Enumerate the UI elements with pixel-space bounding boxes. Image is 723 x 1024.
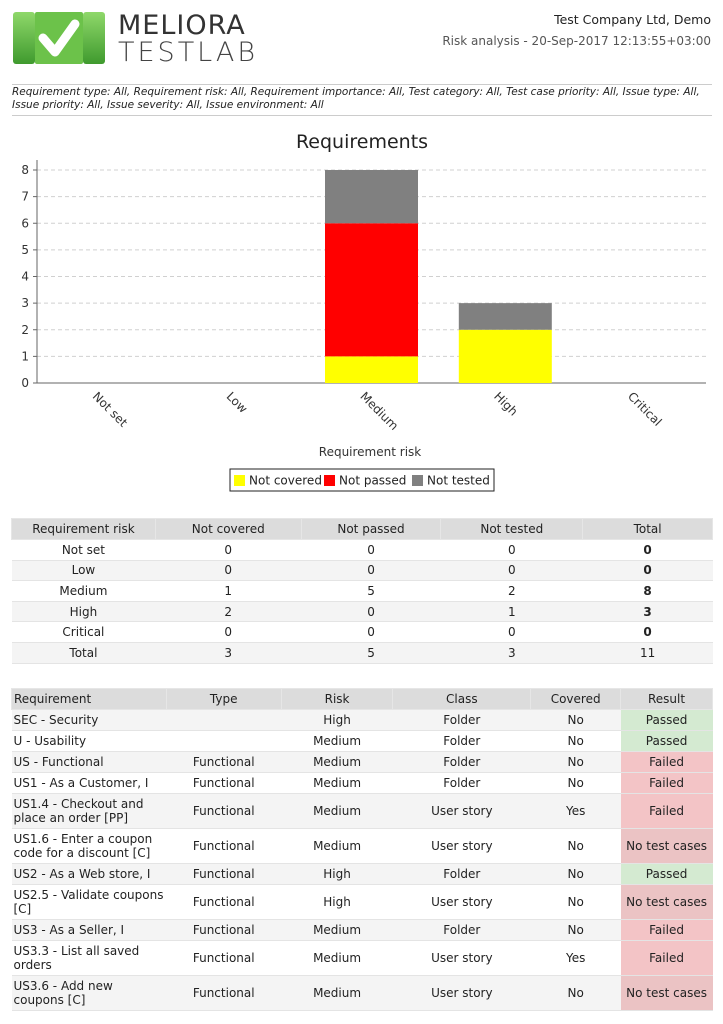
legend-label: Not tested <box>427 473 490 488</box>
checkmark-logo-icon <box>13 10 105 68</box>
requirement-row <box>12 976 713 1011</box>
bar-not-tested <box>459 303 552 330</box>
x-tick-label: Medium <box>357 389 402 434</box>
requirement-covered: No <box>531 773 621 794</box>
requirement-name: US1 - As a Customer, I <box>12 773 167 794</box>
requirement-risk: Medium <box>281 731 393 752</box>
requirement-name: US3 - As a Seller, I <box>12 920 167 941</box>
summary-column-header: Not passed <box>301 519 441 540</box>
report-header <box>0 0 723 80</box>
y-tick-label: 5 <box>21 242 29 257</box>
requirement-covered: Yes <box>531 794 621 829</box>
y-tick-label: 1 <box>21 349 29 364</box>
bar-not-covered <box>325 356 418 383</box>
summary-cell: 0 <box>301 601 441 622</box>
bar-not-passed <box>325 223 418 356</box>
requirements-table <box>11 688 713 1011</box>
requirement-name: US - Functional <box>12 752 167 773</box>
requirements-column-header: Requirement <box>12 689 167 710</box>
summary-cell: 3 <box>441 642 583 663</box>
requirement-row <box>12 773 713 794</box>
requirement-name: US2.5 - Validate coupons [C] <box>12 885 167 920</box>
requirements-chart <box>0 118 723 498</box>
y-tick-label: 0 <box>21 376 29 390</box>
summary-cell: 5 <box>301 581 441 602</box>
summary-row <box>12 560 713 581</box>
requirement-row <box>12 731 713 752</box>
company-name: Test Company Ltd, Demo <box>554 12 711 27</box>
requirement-risk: Medium <box>281 829 393 864</box>
summary-cell: 0 <box>301 622 441 643</box>
requirement-class: Folder <box>393 773 531 794</box>
requirement-covered: No <box>531 976 621 1011</box>
requirement-risk: Medium <box>281 794 393 829</box>
x-tick-label: Critical <box>624 389 665 429</box>
summary-cell: 1 <box>155 581 301 602</box>
requirements-chart-svg <box>0 118 723 498</box>
requirement-row <box>12 829 713 864</box>
requirement-row <box>12 864 713 885</box>
requirement-type: Functional <box>166 829 281 864</box>
requirement-result: No test cases <box>621 829 713 864</box>
requirement-class: User story <box>393 829 531 864</box>
summary-cell: 11 <box>583 642 713 663</box>
requirement-type: Functional <box>166 885 281 920</box>
summary-cell: 0 <box>155 540 301 561</box>
y-tick-label: 6 <box>21 216 29 231</box>
requirement-name: US3.3 - List all saved orders <box>12 941 167 976</box>
summary-cell: Low <box>12 560 156 581</box>
requirement-covered: No <box>531 710 621 731</box>
y-tick-label: 4 <box>21 269 29 284</box>
requirement-result: Passed <box>621 710 713 731</box>
summary-cell: High <box>12 601 156 622</box>
requirement-risk: High <box>281 710 393 731</box>
requirement-row <box>12 794 713 829</box>
summary-cell: 3 <box>583 601 713 622</box>
requirement-result: Failed <box>621 941 713 976</box>
filter-summary: Requirement type: All, Requirement risk: All, Requirement importance: All, Test category: All, Test case priority: All, Issue type: All, Issue priority: All, Issue severity: All, Issue environment: All <box>12 84 712 116</box>
requirement-risk: Medium <box>281 976 393 1011</box>
brand-name <box>118 12 258 66</box>
legend-swatch <box>324 475 335 486</box>
summary-cell: 0 <box>155 560 301 581</box>
requirement-name: US1.4 - Checkout and place an order [PP] <box>12 794 167 829</box>
requirement-row <box>12 710 713 731</box>
y-tick-label: 2 <box>21 322 29 337</box>
requirement-name: US1.6 - Enter a coupon code for a discount [C] <box>12 829 167 864</box>
requirement-row <box>12 752 713 773</box>
x-tick-label: High <box>491 389 521 419</box>
requirements-column-header: Covered <box>531 689 621 710</box>
summary-column-header: Not covered <box>155 519 301 540</box>
requirement-covered: No <box>531 885 621 920</box>
requirement-risk: Medium <box>281 773 393 794</box>
requirement-class: User story <box>393 794 531 829</box>
requirement-result: Failed <box>621 773 713 794</box>
summary-cell: 3 <box>155 642 301 663</box>
summary-cell: 0 <box>583 540 713 561</box>
requirement-class: User story <box>393 941 531 976</box>
summary-cell: 5 <box>301 642 441 663</box>
summary-column-header: Requirement risk <box>12 519 156 540</box>
legend-swatch <box>412 475 423 486</box>
summary-cell: 8 <box>583 581 713 602</box>
requirement-risk: Medium <box>281 920 393 941</box>
summary-row <box>12 622 713 643</box>
bar-not-covered <box>459 330 552 383</box>
requirement-result: Failed <box>621 794 713 829</box>
requirement-class: User story <box>393 976 531 1011</box>
requirements-column-header: Class <box>393 689 531 710</box>
summary-row <box>12 581 713 602</box>
requirement-result: No test cases <box>621 885 713 920</box>
requirement-result: Failed <box>621 752 713 773</box>
summary-cell: 0 <box>583 622 713 643</box>
legend-label: Not passed <box>339 473 407 488</box>
requirement-type: Functional <box>166 864 281 885</box>
summary-row <box>12 601 713 622</box>
requirement-type: Functional <box>166 920 281 941</box>
bar-not-tested <box>325 170 418 223</box>
requirement-row <box>12 920 713 941</box>
summary-cell: 0 <box>583 560 713 581</box>
requirement-result: Failed <box>621 920 713 941</box>
x-tick-label: Not set <box>89 389 131 430</box>
requirement-type <box>166 731 281 752</box>
requirement-risk: High <box>281 885 393 920</box>
requirement-covered: Yes <box>531 941 621 976</box>
summary-cell: 0 <box>441 560 583 581</box>
requirement-covered: No <box>531 920 621 941</box>
y-tick-label: 7 <box>21 189 29 204</box>
requirement-name: US3.6 - Add new coupons [C] <box>12 976 167 1011</box>
summary-cell: 0 <box>301 540 441 561</box>
summary-header-row <box>12 519 713 540</box>
requirement-name: US2 - As a Web store, I <box>12 864 167 885</box>
requirement-row <box>12 885 713 920</box>
summary-cell: 1 <box>441 601 583 622</box>
requirement-class: Folder <box>393 710 531 731</box>
report-subtitle: Risk analysis - 20-Sep-2017 12:13:55+03:00 <box>442 34 711 48</box>
risk-summary-table <box>11 518 713 664</box>
requirement-type <box>166 710 281 731</box>
y-tick-label: 8 <box>21 163 29 177</box>
summary-row <box>12 642 713 663</box>
requirement-covered: No <box>531 731 621 752</box>
requirement-name: SEC - Security <box>12 710 167 731</box>
y-tick-label: 3 <box>21 296 29 311</box>
chart-title: Requirements <box>295 131 429 153</box>
requirement-class: Folder <box>393 920 531 941</box>
summary-cell: Total <box>12 642 156 663</box>
requirements-column-header: Result <box>621 689 713 710</box>
requirement-type: Functional <box>166 773 281 794</box>
requirement-result: Passed <box>621 731 713 752</box>
summary-cell: Critical <box>12 622 156 643</box>
requirement-risk: High <box>281 864 393 885</box>
requirements-header-row <box>12 689 713 710</box>
requirement-type: Functional <box>166 794 281 829</box>
summary-row <box>12 540 713 561</box>
brand-line-2: TESTLAB <box>118 37 258 68</box>
requirement-class: Folder <box>393 731 531 752</box>
requirement-class: Folder <box>393 752 531 773</box>
summary-cell: 2 <box>441 581 583 602</box>
summary-cell: 0 <box>441 540 583 561</box>
requirement-risk: Medium <box>281 752 393 773</box>
requirement-risk: Medium <box>281 941 393 976</box>
x-axis-label: Requirement risk <box>318 445 422 459</box>
requirements-column-header: Type <box>166 689 281 710</box>
summary-cell: 0 <box>155 622 301 643</box>
requirement-result: No test cases <box>621 976 713 1011</box>
summary-cell: 2 <box>155 601 301 622</box>
summary-cell: 0 <box>441 622 583 643</box>
requirement-covered: No <box>531 752 621 773</box>
brand-line-1: MELIORA <box>118 10 246 41</box>
requirement-type: Functional <box>166 976 281 1011</box>
requirement-covered: No <box>531 829 621 864</box>
requirement-name: U - Usability <box>12 731 167 752</box>
summary-column-header: Not tested <box>441 519 583 540</box>
requirement-row <box>12 941 713 976</box>
legend-label: Not covered <box>249 473 322 488</box>
requirement-result: Passed <box>621 864 713 885</box>
requirement-class: User story <box>393 885 531 920</box>
summary-column-header: Total <box>583 519 713 540</box>
summary-cell: Not set <box>12 540 156 561</box>
summary-cell: Medium <box>12 581 156 602</box>
summary-cell: 0 <box>301 560 441 581</box>
requirement-type: Functional <box>166 941 281 976</box>
requirement-class: Folder <box>393 864 531 885</box>
requirement-covered: No <box>531 864 621 885</box>
requirements-column-header: Risk <box>281 689 393 710</box>
legend-swatch <box>234 475 245 486</box>
requirement-type: Functional <box>166 752 281 773</box>
x-tick-label: Low <box>223 389 251 416</box>
